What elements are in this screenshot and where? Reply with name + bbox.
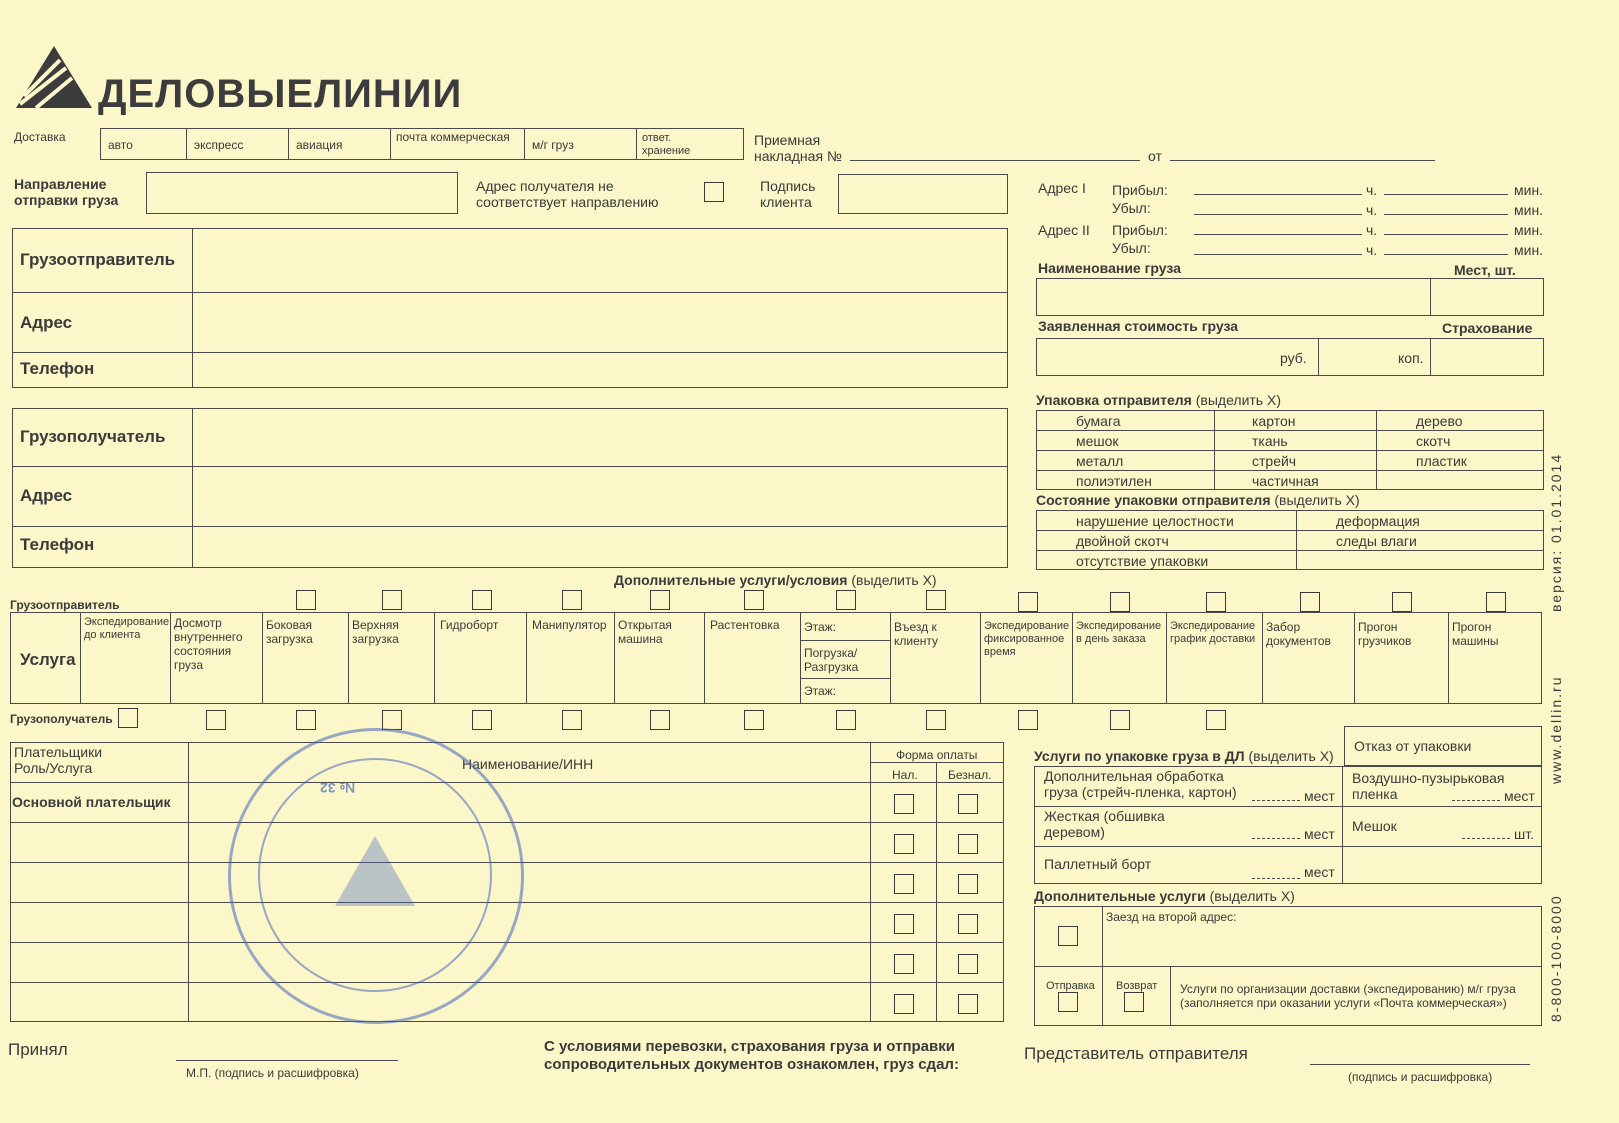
second-address-label: Заезд на второй адрес: bbox=[1106, 910, 1237, 924]
svc-col-same-day: Экспедирование в день заказа bbox=[1076, 620, 1162, 645]
svc-col-schedule: Экспедирование график доставки bbox=[1170, 620, 1256, 645]
svc-receiver-cb-1[interactable] bbox=[118, 708, 138, 728]
rub-unit: руб. bbox=[1280, 350, 1307, 366]
pack-stretch[interactable]: стрейч bbox=[1252, 453, 1297, 469]
services-receiver-label: Грузополучатель bbox=[10, 712, 113, 726]
payers-name-label: Наименование/ИНН bbox=[462, 756, 594, 772]
svc-receiver-cb-9[interactable] bbox=[836, 710, 856, 730]
arrived-label: Прибыл: bbox=[1112, 182, 1168, 198]
cond-no-packaging[interactable]: отсутствие упаковки bbox=[1076, 553, 1209, 569]
svc-sender-cb-12[interactable] bbox=[1300, 592, 1320, 612]
return-cb[interactable] bbox=[1124, 992, 1144, 1012]
company-logo-icon bbox=[14, 46, 94, 110]
website-text: www.dellin.ru bbox=[1548, 675, 1564, 784]
left-label: Убыл: bbox=[1112, 200, 1151, 216]
direction-label: Направление отправки груза bbox=[14, 176, 119, 208]
mismatch-label: Адрес получателя не соответствует направлению bbox=[476, 178, 659, 210]
svc-col-side-load: Боковая загрузка bbox=[266, 618, 313, 646]
addservices-note: Услуги по организации доставки (экспедированию) м/г груза (заполняется при оказании услуги «Почта коммерческая») bbox=[1180, 982, 1516, 1010]
min-unit-4: мин. bbox=[1514, 242, 1544, 258]
svc-sender-cb-11[interactable] bbox=[1206, 592, 1226, 612]
cargo-name-field[interactable] bbox=[1036, 278, 1544, 316]
pack-paper[interactable]: бумага bbox=[1076, 413, 1121, 429]
pack-pallet-unit: мест bbox=[1304, 864, 1335, 880]
addservices-title-text: Дополнительные услуги bbox=[1034, 888, 1206, 904]
packservices-title-text: Услуги по упаковке груза в ДЛ bbox=[1034, 748, 1245, 764]
send-cb[interactable] bbox=[1058, 992, 1078, 1012]
svc-col-top-load: Верхняя загрузка bbox=[352, 618, 399, 646]
hour-unit-3: ч. bbox=[1366, 222, 1378, 238]
pack-bag[interactable]: мешок bbox=[1076, 433, 1119, 449]
pack-hard-label: Жесткая (обшивка деревом) bbox=[1044, 808, 1165, 840]
pack-polyethylene[interactable]: полиэтилен bbox=[1076, 473, 1152, 489]
svc-sender-cb-13[interactable] bbox=[1392, 592, 1412, 612]
svc-col-truck-run: Прогон машины bbox=[1452, 620, 1499, 648]
payers-cash-label: Нал. bbox=[892, 768, 918, 782]
stamp-logo-icon bbox=[330, 826, 420, 916]
cargo-value-label: Заявленная стоимость груза bbox=[1038, 318, 1239, 334]
agree-text: С условиями перевозки, страхования груза и отправки сопроводительных документов ознакомлен, груз сдал: bbox=[544, 1038, 959, 1073]
delivery-label: Доставка bbox=[14, 130, 66, 144]
min-unit-3: мин. bbox=[1514, 222, 1544, 238]
svc-col-docs: Забор документов bbox=[1266, 620, 1331, 648]
svc-col-entry: Въезд к клиенту bbox=[894, 620, 939, 648]
cond-deformation[interactable]: деформация bbox=[1336, 513, 1420, 529]
mismatch-checkbox[interactable] bbox=[704, 182, 724, 202]
cargo-places-label: Мест, шт. bbox=[1454, 262, 1516, 278]
pay-noncash-cb-4[interactable] bbox=[958, 914, 978, 934]
delivery-option-mail[interactable]: почта коммерческая bbox=[396, 130, 510, 144]
payers-noncash-label: Безнал. bbox=[948, 768, 992, 782]
delivery-option-intercity[interactable]: м/г груз bbox=[532, 138, 574, 152]
pack-bag-unit: шт. bbox=[1514, 826, 1534, 842]
left-label-2: Убыл: bbox=[1112, 240, 1151, 256]
sender-rep-label: Представитель отправителя bbox=[1024, 1044, 1248, 1063]
accepted-label: Принял bbox=[8, 1040, 68, 1059]
pack-bubble-unit: мест bbox=[1504, 788, 1535, 804]
pack-metal[interactable]: металл bbox=[1076, 453, 1124, 469]
svc-sender-cb-4[interactable] bbox=[562, 590, 582, 610]
svc-sender-cb-3[interactable] bbox=[472, 590, 492, 610]
pay-noncash-cb-2[interactable] bbox=[958, 834, 978, 854]
sign-label: (подпись и расшифровка) bbox=[1348, 1070, 1493, 1084]
svc-receiver-cb-8[interactable] bbox=[744, 710, 764, 730]
svc-col-loaders: Прогон грузчиков bbox=[1358, 620, 1412, 648]
pack-pallet-label: Паллетный борт bbox=[1044, 856, 1152, 872]
pack-bag-label: Мешок bbox=[1352, 818, 1397, 834]
services-hint: (выделить Х) bbox=[851, 572, 937, 588]
svc-receiver-cb-7[interactable] bbox=[650, 710, 670, 730]
receiver-address-label: Адрес bbox=[20, 486, 73, 505]
svc-receiver-cb-10[interactable] bbox=[926, 710, 946, 730]
pay-noncash-cb-1[interactable] bbox=[958, 794, 978, 814]
delivery-option-air[interactable]: авиация bbox=[296, 138, 343, 152]
address-2-label: Адрес II bbox=[1038, 222, 1090, 238]
cond-integrity[interactable]: нарушение целостности bbox=[1076, 513, 1234, 529]
version-text: версия: 01.01.2014 bbox=[1548, 452, 1564, 612]
pay-cash-cb-1[interactable] bbox=[894, 794, 914, 814]
mp-label: М.П. (подпись и расшифровка) bbox=[186, 1066, 359, 1080]
pack-partial[interactable]: частичная bbox=[1252, 473, 1319, 489]
svc-receiver-cb-6[interactable] bbox=[562, 710, 582, 730]
svc-receiver-cb-3[interactable] bbox=[296, 710, 316, 730]
phone-text: 8-800-100-8000 bbox=[1548, 894, 1564, 1022]
svc-col-untenting: Растентовка bbox=[710, 618, 780, 632]
payers-roles-label: Плательщики Роль/Услуга bbox=[14, 744, 103, 776]
pay-cash-cb-2[interactable] bbox=[894, 834, 914, 854]
condition-hint: (выделить Х) bbox=[1274, 492, 1360, 508]
svc-receiver-cb-5[interactable] bbox=[472, 710, 492, 730]
svc-col-floor-2: Этаж: bbox=[804, 684, 837, 698]
services-title bbox=[614, 572, 937, 588]
condition-title bbox=[1036, 492, 1360, 508]
pack-extra-unit: мест bbox=[1304, 788, 1335, 804]
svc-col-fixed-time: Экспедирование фиксированное время bbox=[984, 620, 1070, 658]
condition-title-text: Состояние упаковки отправителя bbox=[1036, 492, 1271, 508]
hour-unit-2: ч. bbox=[1366, 202, 1378, 218]
svc-sender-cb-9[interactable] bbox=[1018, 592, 1038, 612]
pay-cash-cb-6[interactable] bbox=[894, 994, 914, 1014]
cond-moisture[interactable]: следы влаги bbox=[1336, 533, 1417, 549]
send-label: Отправка bbox=[1046, 980, 1095, 992]
refuse-packaging-label: Отказ от упаковки bbox=[1354, 738, 1472, 754]
svc-sender-cb-1[interactable] bbox=[296, 590, 316, 610]
arrived-label-2: Прибыл: bbox=[1112, 222, 1168, 238]
pack-bubble-label: Воздушно-пузырьковая пленка bbox=[1352, 770, 1505, 802]
svc-receiver-cb-13[interactable] bbox=[1206, 710, 1226, 730]
return-label: Возврат bbox=[1116, 980, 1158, 992]
svc-receiver-cb-2[interactable] bbox=[206, 710, 226, 730]
svc-sender-cb-7[interactable] bbox=[836, 590, 856, 610]
receiver-title: Грузополучатель bbox=[20, 427, 166, 446]
pay-cash-cb-5[interactable] bbox=[894, 954, 914, 974]
pack-cloth[interactable]: ткань bbox=[1252, 433, 1288, 449]
main-payer-label: Основной плательщик bbox=[12, 794, 171, 810]
second-address-cb[interactable] bbox=[1058, 926, 1078, 946]
service-label: Услуга bbox=[20, 650, 76, 669]
hour-unit: ч. bbox=[1366, 182, 1378, 198]
hour-unit-4: ч. bbox=[1366, 242, 1378, 258]
sender-title: Грузоотправитель bbox=[20, 250, 176, 269]
svc-receiver-cb-12[interactable] bbox=[1110, 710, 1130, 730]
svc-sender-cb-8[interactable] bbox=[926, 590, 946, 610]
pack-hard-unit: мест bbox=[1304, 826, 1335, 842]
svc-col-floor-1: Этаж: bbox=[804, 620, 837, 634]
delivery-option-auto[interactable]: авто bbox=[108, 138, 133, 152]
svc-receiver-cb-4[interactable] bbox=[382, 710, 402, 730]
svc-col-manipulator: Манипулятор bbox=[532, 618, 607, 632]
sender-phone-label: Телефон bbox=[20, 359, 95, 378]
pack-wood[interactable]: дерево bbox=[1416, 413, 1463, 429]
addservices-title bbox=[1034, 888, 1295, 904]
svc-sender-cb-14[interactable] bbox=[1486, 592, 1506, 612]
insurance-label: Страхование bbox=[1442, 320, 1533, 336]
addservices-hint: (выделить Х) bbox=[1209, 888, 1295, 904]
kop-unit: коп. bbox=[1398, 350, 1424, 366]
svc-sender-cb-6[interactable] bbox=[744, 590, 764, 610]
svc-col-loading: Погрузка/ Разгрузка bbox=[804, 646, 859, 674]
packaging-title-text: Упаковка отправителя bbox=[1036, 392, 1192, 408]
pay-cash-cb-4[interactable] bbox=[894, 914, 914, 934]
svc-col-open-truck: Открытая машина bbox=[618, 618, 672, 646]
direction-field[interactable] bbox=[146, 172, 458, 214]
pack-tape[interactable]: скотч bbox=[1416, 433, 1451, 449]
receiver-phone-label: Телефон bbox=[20, 535, 95, 554]
sender-address-label: Адрес bbox=[20, 313, 73, 332]
address-1-label: Адрес I bbox=[1038, 180, 1086, 196]
services-title-text: Дополнительные услуги/условия bbox=[614, 572, 848, 588]
delivery-option-storage[interactable]: ответ. хранение bbox=[642, 132, 691, 157]
invoice-label: Приемная накладная № bbox=[754, 132, 842, 164]
signature-label: Подпись клиента bbox=[760, 178, 816, 210]
min-unit: мин. bbox=[1514, 182, 1544, 198]
svc-col-tail-lift: Гидроборт bbox=[440, 618, 499, 632]
svc-sender-cb-5[interactable] bbox=[650, 590, 670, 610]
min-unit-2: мин. bbox=[1514, 202, 1544, 218]
services-sender-label: Грузоотправитель bbox=[10, 598, 120, 612]
pack-plastic[interactable]: пластик bbox=[1416, 453, 1467, 469]
cond-double-tape[interactable]: двойной скотч bbox=[1076, 533, 1169, 549]
payers-form-label: Форма оплаты bbox=[896, 748, 978, 762]
packservices-title bbox=[1034, 748, 1334, 764]
pack-extra-label: Дополнительная обработка груза (стрейч-пленка, картон) bbox=[1044, 768, 1237, 800]
packaging-title bbox=[1036, 392, 1281, 408]
svc-sender-cb-2[interactable] bbox=[382, 590, 402, 610]
pay-noncash-cb-6[interactable] bbox=[958, 994, 978, 1014]
pack-cardboard[interactable]: картон bbox=[1252, 413, 1296, 429]
svc-col-expedite-client: Экспедирование до клиента bbox=[84, 616, 170, 641]
pay-cash-cb-3[interactable] bbox=[894, 874, 914, 894]
svc-sender-cb-10[interactable] bbox=[1110, 592, 1130, 612]
signature-field[interactable] bbox=[838, 174, 1008, 214]
cargo-name-label: Наименование груза bbox=[1038, 260, 1181, 276]
pay-noncash-cb-3[interactable] bbox=[958, 874, 978, 894]
svc-receiver-cb-11[interactable] bbox=[1018, 710, 1038, 730]
stamp-number: № 32 bbox=[320, 780, 356, 796]
company-logo-text: ДЕЛОВЫЕЛИНИИ bbox=[98, 72, 463, 116]
invoice-from: от bbox=[1148, 148, 1162, 164]
delivery-option-express[interactable]: экспресс bbox=[194, 138, 244, 152]
pay-noncash-cb-5[interactable] bbox=[958, 954, 978, 974]
packservices-hint: (выделить Х) bbox=[1248, 748, 1334, 764]
packaging-hint: (выделить Х) bbox=[1195, 392, 1281, 408]
svc-col-inspection: Досмотр внутреннего состояния груза bbox=[174, 616, 243, 672]
